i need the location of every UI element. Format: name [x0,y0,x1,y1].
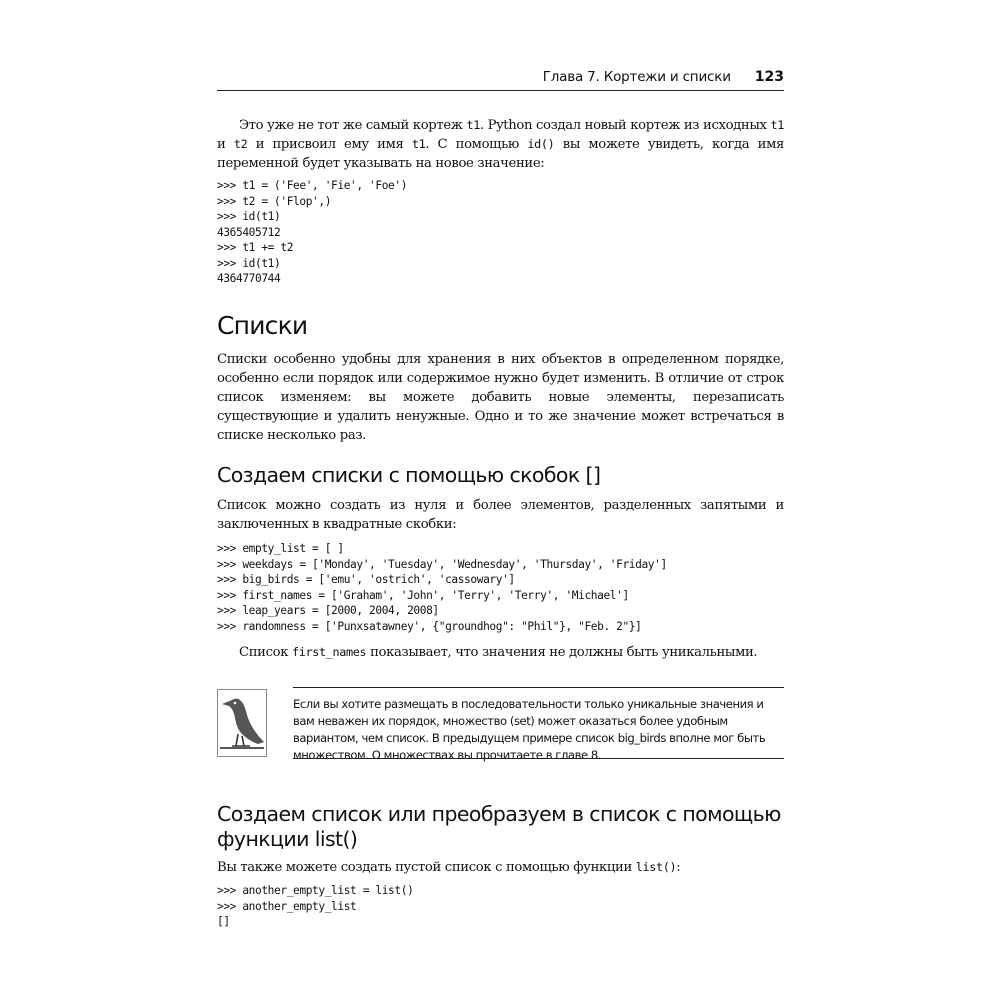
intro-paragraph [217,116,784,173]
inline-code: list() [635,860,677,874]
first-names-paragraph [217,643,784,662]
section-heading: Списки [217,311,308,340]
paragraph-text: Список можно создать из нуля и более элементов, разделенных запятыми и заключенных в квадратные скобки: [217,498,784,532]
inline-code: t1 [770,118,784,132]
paragraph-text: Списки особенно удобны для хранения в них объектов в определенном порядке, особенно если порядок или содержимое нужно будет изменить. В отличие от строк список изменяем: вы можете добавить новые элементы, перезаписать существующие и удалить ненужные. Одно и то же значение может встречаться в списке несколько раз. [217,352,784,443]
inline-code: t1 [411,137,426,151]
crow-icon [217,689,267,757]
note-text: Если вы хотите размещать в последовательности только уникальные значения и вам неважен их порядок, множество (set) может оказаться более удобным вариантом, чем список. В предыдущем примере список big_birds вполне мог быть множеством. О множествах вы прочитаете в главе 8. [293,697,766,762]
list-function-paragraph [217,858,784,877]
code-block-tuple-id [217,178,784,287]
inline-code: first_names [291,645,367,659]
text-run: вы можете увидеть, когда имя переменной будет указывать на новое значение: [217,137,784,171]
chapter-title: Глава 7. Кортежи и списки [542,69,731,85]
page-number: 123 [754,69,784,85]
text-run: и присвоил ему имя [247,137,412,152]
text-run: . С помощью [425,137,528,152]
text-run: . Python создал новый кортеж из исходных [479,118,771,133]
subsection-heading: Создаем список или преобразуем в список с помощью функции list() [217,802,781,851]
subsection-heading: Создаем списки с помощью скобок [] [217,463,601,487]
section-brackets [217,463,784,488]
text-run: : [676,860,681,875]
lists-paragraph [217,350,784,445]
code-listing: >>> t1 = ('Fee', 'Fie', 'Foe') >>> t2 = ('Flop',) >>> id(t1) 4365405712 >>> t1 += t2 >>> id(t1) 4364770744 [217,179,408,285]
code-listing: >>> another_empty_list = list() >>> another_empty_list [] [217,884,414,928]
inline-code: t1 [466,118,480,132]
text-run: и [217,137,234,152]
text-run: Вы также можете создать пустой список с помощью функции [217,860,636,875]
code-block-lists [217,541,784,634]
running-header [217,64,784,91]
section-lists [217,311,784,340]
inline-code: id() [527,137,555,151]
note-rule-bottom [293,758,784,759]
note-box [217,687,784,771]
note-rule-top [293,687,784,688]
text-run: Это уже не тот же самый кортеж [239,118,467,133]
brackets-paragraph [217,496,784,534]
code-block-list-function [217,883,784,930]
text-run: Список [239,645,292,660]
code-listing: >>> empty_list = [ ] >>> weekdays = ['Monday', 'Tuesday', 'Wednesday', 'Thursday', 'Friday'] >>> big_birds = ['emu', 'ostrich', 'cassowary'] >>> first_names = ['Graham', 'John', 'Terry', 'Terry', 'Michael'] >>> leap_years = [2000, 2004, 2008] >>> randomness = ['Punxsatawney', {"groundhog": "Phil"}, "Feb. 2"}] [217,542,667,633]
section-list-function [217,802,784,852]
inline-code: t2 [233,137,248,151]
text-run: показывает, что значения не должны быть уникальными. [366,645,758,660]
